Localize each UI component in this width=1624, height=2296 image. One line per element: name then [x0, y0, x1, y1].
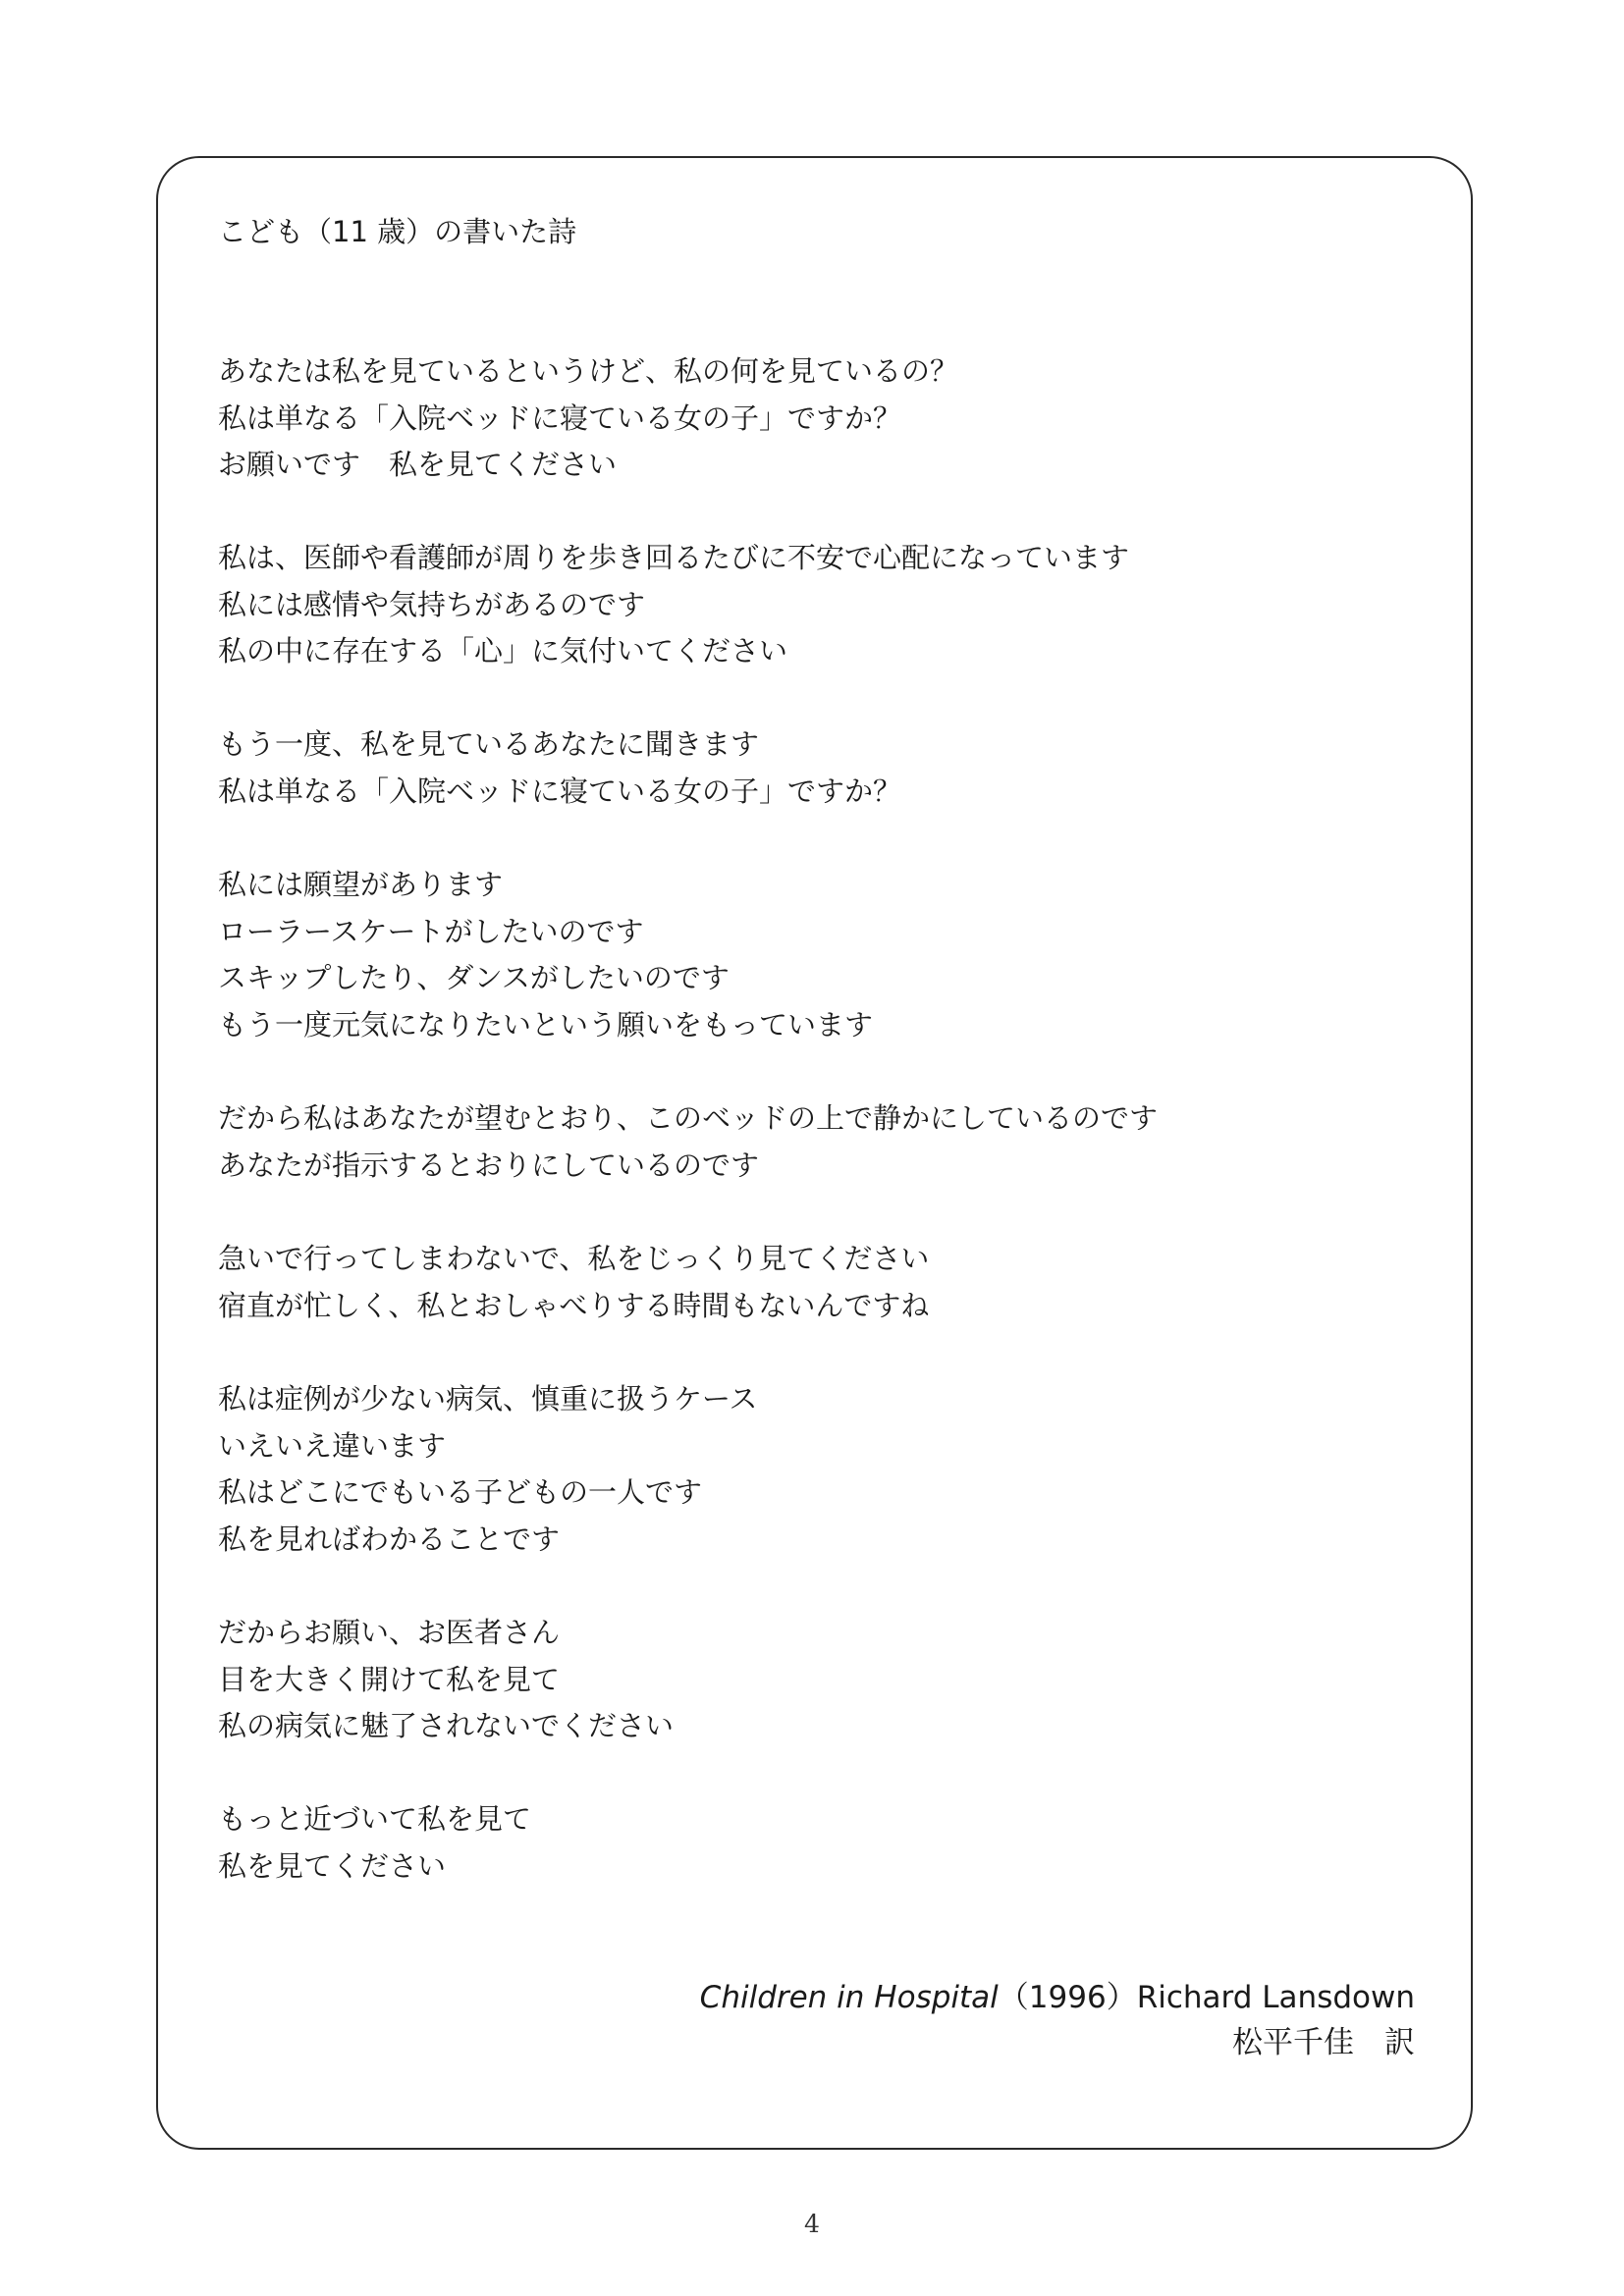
poem-line: 私を見ればわかることです: [218, 1522, 561, 1556]
poem-line: お願いです 私を見てください: [218, 448, 618, 481]
stanza-9: [218, 1796, 531, 1890]
source-citation: [700, 1975, 1415, 2020]
poem-line: 私の病気に魅了されないでください: [218, 1709, 675, 1742]
poem-line: 私はどこにでもいる子どもの一人です: [218, 1475, 703, 1509]
translator-credit: 松平千佳 訳: [1232, 2025, 1415, 2060]
stanza-3: [218, 721, 901, 815]
stanza-2: [218, 535, 1129, 675]
poem-line: ローラースケートがしたいのです: [218, 914, 644, 948]
poem-line: 私の中に存在する「心」に気付いてください: [218, 634, 788, 667]
poem-line: 私を見てください: [218, 1848, 447, 1883]
poem-line: 宿直が忙しく、私とおしゃべりする時間もないんですね: [218, 1288, 930, 1322]
poem-line: 私は単なる「入院ベッドに寝ている女の子」ですか？: [218, 400, 902, 435]
poem-line: だからお願い、お医者さん: [218, 1616, 561, 1649]
stanza-5: [218, 1095, 1158, 1189]
book-title: Children in Hospital: [699, 1980, 999, 2015]
page-number: 4: [804, 2210, 820, 2238]
poem-line: 私は、医師や看護師が周りを歩き回るたびに不安で心配になっています: [218, 541, 1130, 574]
poem-line: あなたが指示するとおりにしているのです: [218, 1148, 760, 1182]
poem-line: スキップしたり、ダンスがしたいのです: [218, 961, 730, 994]
poem-line: いえいえ違います: [218, 1428, 447, 1463]
publication-year: （1996）: [998, 1980, 1137, 2015]
poem-line: だから私はあなたが望むとおり、このベッドの上で静かにしているのです: [218, 1101, 1159, 1135]
author-name: Richard Lansdown: [1136, 1980, 1415, 2015]
source-credit: [700, 1975, 1415, 2065]
poem-line: 私には願望があります: [218, 868, 504, 901]
poem-title: こども（11 歳）の書いた詩: [218, 215, 577, 248]
stanza-1: [218, 348, 958, 489]
stanza-4: [218, 862, 873, 1048]
stanza-6: [218, 1236, 929, 1329]
poem-line: もう一度元気になりたいという願いをもっています: [218, 1007, 874, 1041]
poem-line: もっと近づいて私を見て: [218, 1802, 532, 1836]
stanza-8: [218, 1610, 674, 1750]
poem-line: 私は症例が少ない病気、慎重に扱うケース: [218, 1382, 758, 1415]
poem-line: あなたは私を見ているというけど、私の何を見ているの？: [218, 354, 959, 388]
poem-line: 私には感情や気持ちがあるのです: [218, 587, 646, 621]
poem-line: もう一度、私を見ているあなたに聞きます: [218, 727, 760, 761]
poem-line: 目を大きく開けて私を見て: [218, 1662, 561, 1696]
poem-line: 急いで行ってしまわないで、私をじっくり見てください: [218, 1242, 930, 1275]
stanza-7: [218, 1376, 758, 1563]
poem-line: 私は単なる「入院ベッドに寝ている女の子」ですか？: [218, 774, 902, 808]
